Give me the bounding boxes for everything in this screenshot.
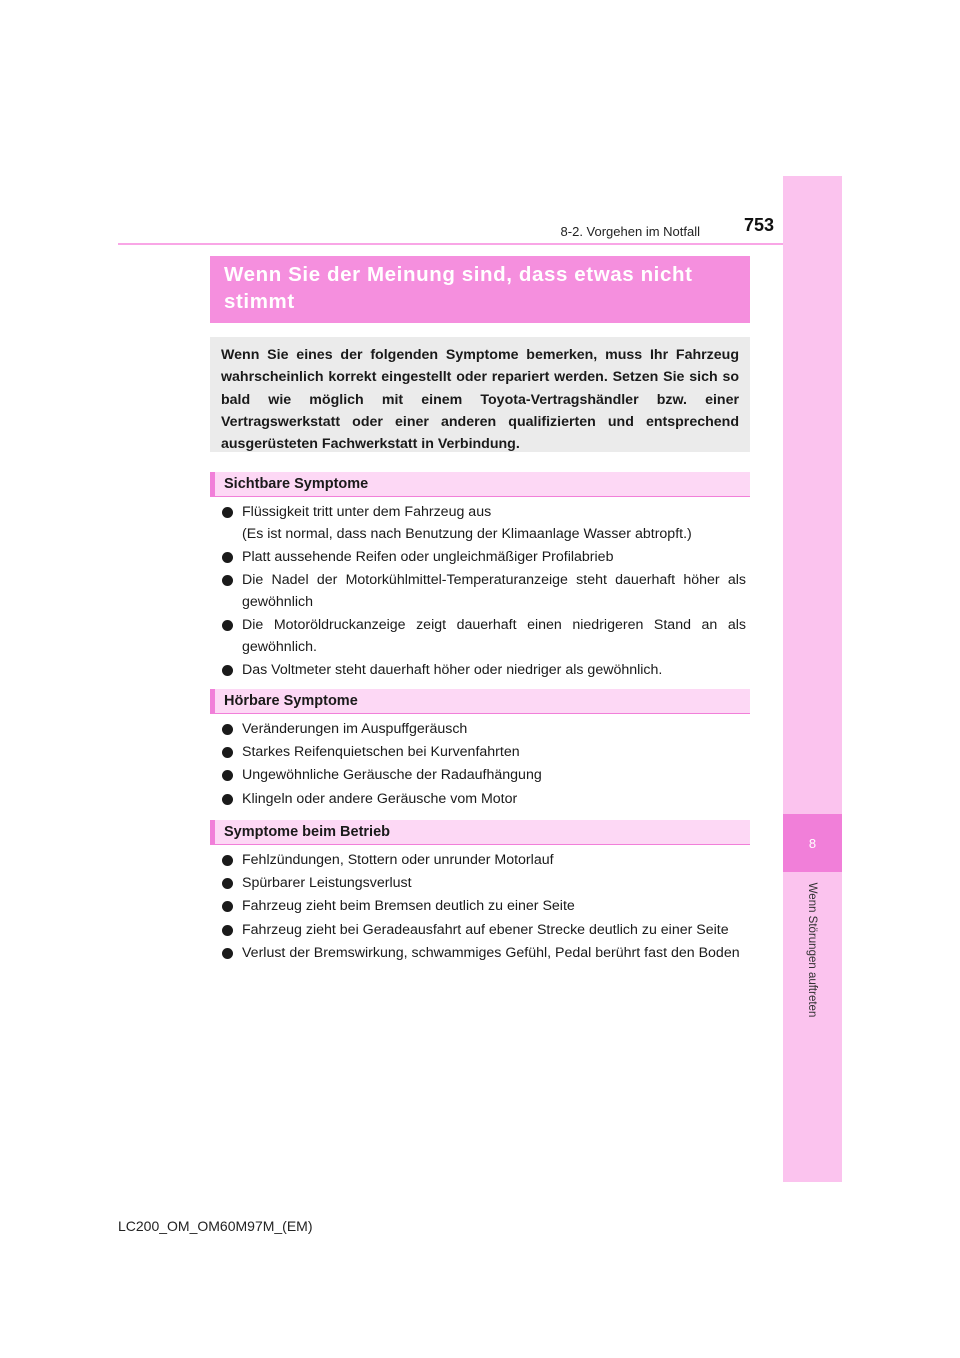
list-item	[222, 765, 746, 787]
list-item-text: Fehlzündungen, Stottern oder unrunder Motorlauf	[242, 852, 554, 868]
list-item	[222, 502, 746, 546]
list-item-text: Veränderungen im Auspuffgeräusch	[242, 721, 468, 737]
list-item-text: Verlust der Bremswirkung, schwammiges Gefühl, Pedal berührt fast den Boden	[242, 944, 740, 961]
bullet-icon	[222, 855, 233, 866]
list-item-text: Platt aussehende Reifen oder ungleichmäßiger Profilabrieb	[242, 548, 614, 565]
bullet-icon	[222, 770, 233, 781]
bullet-icon	[222, 724, 233, 735]
chapter-number-badge: 8	[783, 814, 842, 872]
bullet-list-visible	[222, 502, 746, 683]
header-section-title: 8-2. Vorgehen im Notfall	[560, 224, 700, 239]
list-item	[222, 570, 746, 614]
bullet-icon	[222, 948, 233, 959]
list-item-text: Klingeln oder andere Geräusche vom Motor	[242, 790, 518, 807]
bullet-icon	[222, 575, 233, 586]
section-heading-audible: Hörbare Symptome	[210, 689, 750, 714]
footer-doc-code: LC200_OM_OM60M97M_(EM)	[118, 1218, 313, 1234]
list-item-text: Starkes Reifenquietschen bei Kurvenfahrten	[242, 744, 520, 761]
chapter-label-text: Wenn Störungen auftreten	[806, 882, 818, 1018]
list-item-text: Flüssigkeit tritt unter dem Fahrzeug aus	[242, 504, 492, 520]
section-heading-visible: Sichtbare Symptome	[210, 472, 750, 497]
list-item	[222, 896, 746, 918]
list-item-text: Fahrzeug zieht beim Bremsen deutlich zu einer Seite	[242, 898, 575, 915]
list-item	[222, 873, 746, 895]
bullet-icon	[222, 620, 233, 631]
list-item	[222, 660, 746, 682]
list-item	[222, 742, 746, 764]
list-item-text: Die Nadel der Motorkühlmittel-Temperaturanzeige steht dauerhaft höher als gewöhnlich	[242, 572, 746, 610]
page-title: Wenn Sie der Meinung sind, dass etwas nicht stimmt	[224, 263, 693, 313]
list-item	[222, 943, 746, 965]
list-item	[222, 850, 746, 872]
bullet-icon	[222, 552, 233, 563]
bullet-icon	[222, 901, 233, 912]
section-heading-operation: Symptome beim Betrieb	[210, 820, 750, 845]
list-item	[222, 547, 746, 569]
list-item-text: Fahrzeug zieht bei Geradeausfahrt auf ebener Strecke deutlich zu einer Seite	[242, 921, 729, 938]
chapter-side-tab	[783, 176, 842, 1182]
bullet-list-audible	[222, 719, 746, 812]
bullet-icon	[222, 665, 233, 676]
bullet-icon	[222, 878, 233, 889]
list-item-text: Die Motoröldruckanzeige zeigt dauerhaft einen niedrigeren Stand an als gewöhnlich.	[242, 617, 746, 655]
list-item	[222, 789, 746, 811]
bullet-icon	[222, 507, 233, 518]
page-number: 753	[743, 215, 774, 235]
list-item-note: (Es ist normal, dass nach Benutzung der Klimaanlage Wasser abtropft.)	[242, 525, 692, 542]
list-item	[222, 920, 746, 942]
bullet-list-operation	[222, 850, 746, 966]
intro-box: Wenn Sie eines der folgenden Symptome bemerken, muss Ihr Fahrzeug wahrscheinlich korrekt eingestellt oder repariert werden. Setzen Sie sich so bald wie möglich mit einem Toyota-Vertragshändler bzw. einer Vertragswerkstatt oder einer anderen qualifizierten und entsprechend ausgerüsteten Fachwerkstatt in Verbindung.	[210, 337, 750, 452]
header-divider	[118, 243, 783, 245]
list-item-text: Spürbarer Leistungsverlust	[242, 875, 412, 892]
list-item-text: Das Voltmeter steht dauerhaft höher oder niedriger als gewöhnlich.	[242, 662, 663, 679]
bullet-icon	[222, 925, 233, 936]
bullet-icon	[222, 794, 233, 805]
list-item-text: Ungewöhnliche Geräusche der Radaufhängung	[242, 767, 542, 784]
list-item	[222, 615, 746, 659]
bullet-icon	[222, 747, 233, 758]
page-title-box	[210, 256, 750, 323]
list-item	[222, 719, 746, 741]
